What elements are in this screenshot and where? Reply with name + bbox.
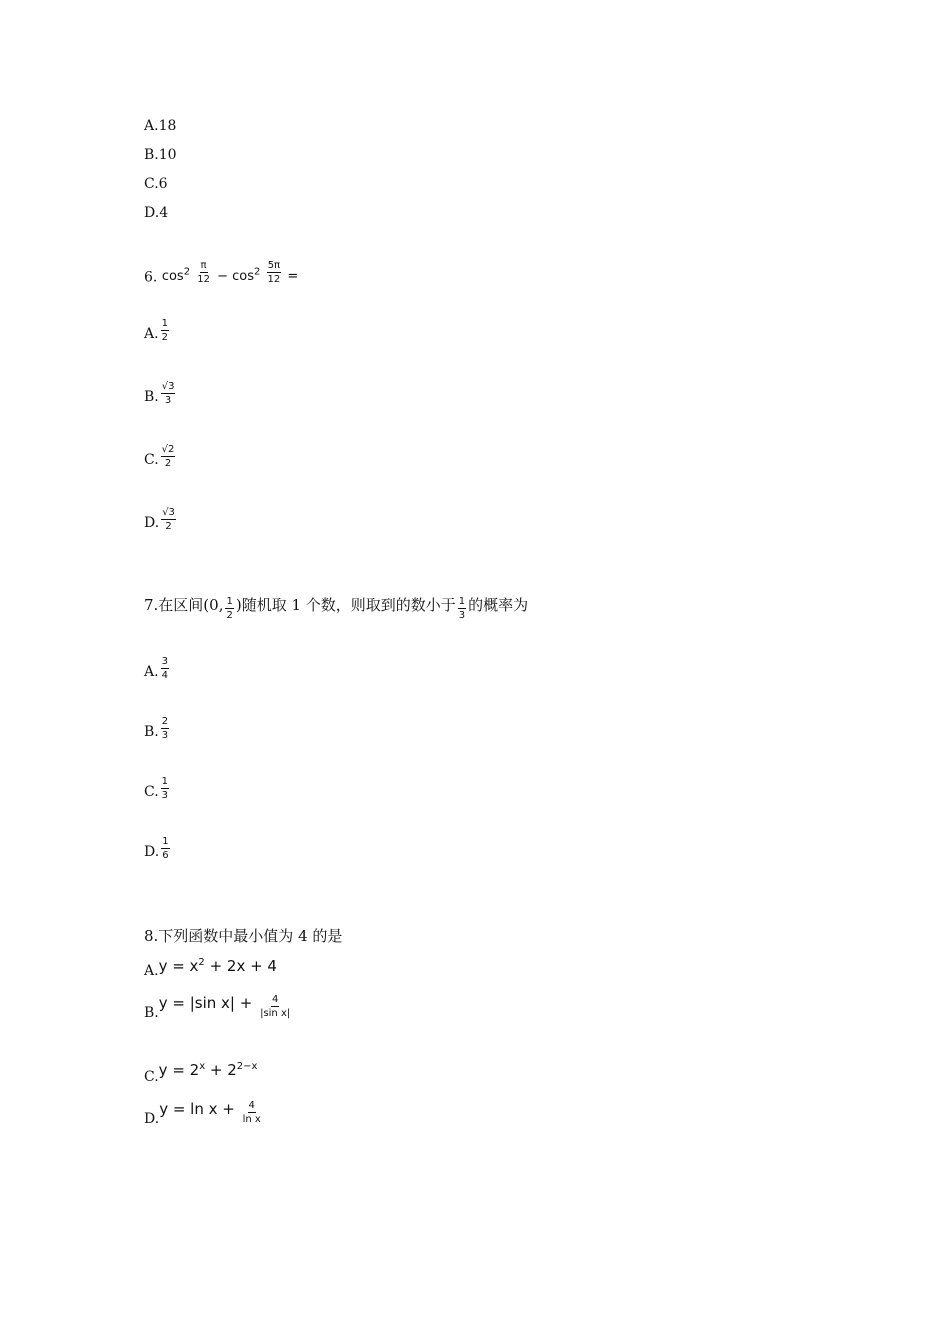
q6-option-b: B. $\frac{√3}{3}$	[144, 381, 175, 406]
q8-option-c: $C.y = 2^x + 2^{2-x}$	[144, 1061, 258, 1085]
q6-stem	[144, 260, 298, 290]
q8-option-b: B.y = |sin x| + $\frac{4}{\text{|sin x|}}$	[144, 994, 291, 1021]
q5-option-d: D.4	[144, 205, 169, 221]
q6-option-a: A. $\frac{1}{2}$	[144, 318, 168, 343]
q8-stem: 8.下列函数中最小值为 4 的是	[144, 927, 343, 945]
q8-option-a: $A.y = x^2 + 2x + 4$	[144, 957, 277, 979]
q7-option-c: C. $\frac{1}{3}$	[144, 776, 169, 801]
q6-option-c: C. $\frac{√2}{2}$	[144, 444, 175, 469]
q6-expression: $\cos^2$ $\frac{\pi}{12}$ − $\cos^2$ $\frac{5\pi}{12}$ =	[161, 260, 299, 285]
q7-option-a: A. $\frac{3}{4}$	[144, 656, 168, 681]
q8-option-d: D.y = ln x + $\frac{4}{\text{ln x}}$	[144, 1100, 261, 1127]
q7-stem: 7.在区间(0, $\frac{1}{2}$ )随机取 1 个数，则取到的数小于 $\frac{1}{3}$ 的概率为	[144, 596, 529, 621]
q5-option-c: C.6	[144, 176, 168, 192]
q5-option-a: A.18	[144, 118, 177, 134]
q6-option-d: D. $\frac{√3}{2}$	[144, 507, 175, 532]
q7-option-b: B. $\frac{2}{3}$	[144, 716, 169, 741]
q7-option-d: D. $\frac{1}{6}$	[144, 836, 169, 861]
q5-option-b: B.10	[144, 147, 177, 163]
q6-number: 6.	[144, 269, 158, 286]
